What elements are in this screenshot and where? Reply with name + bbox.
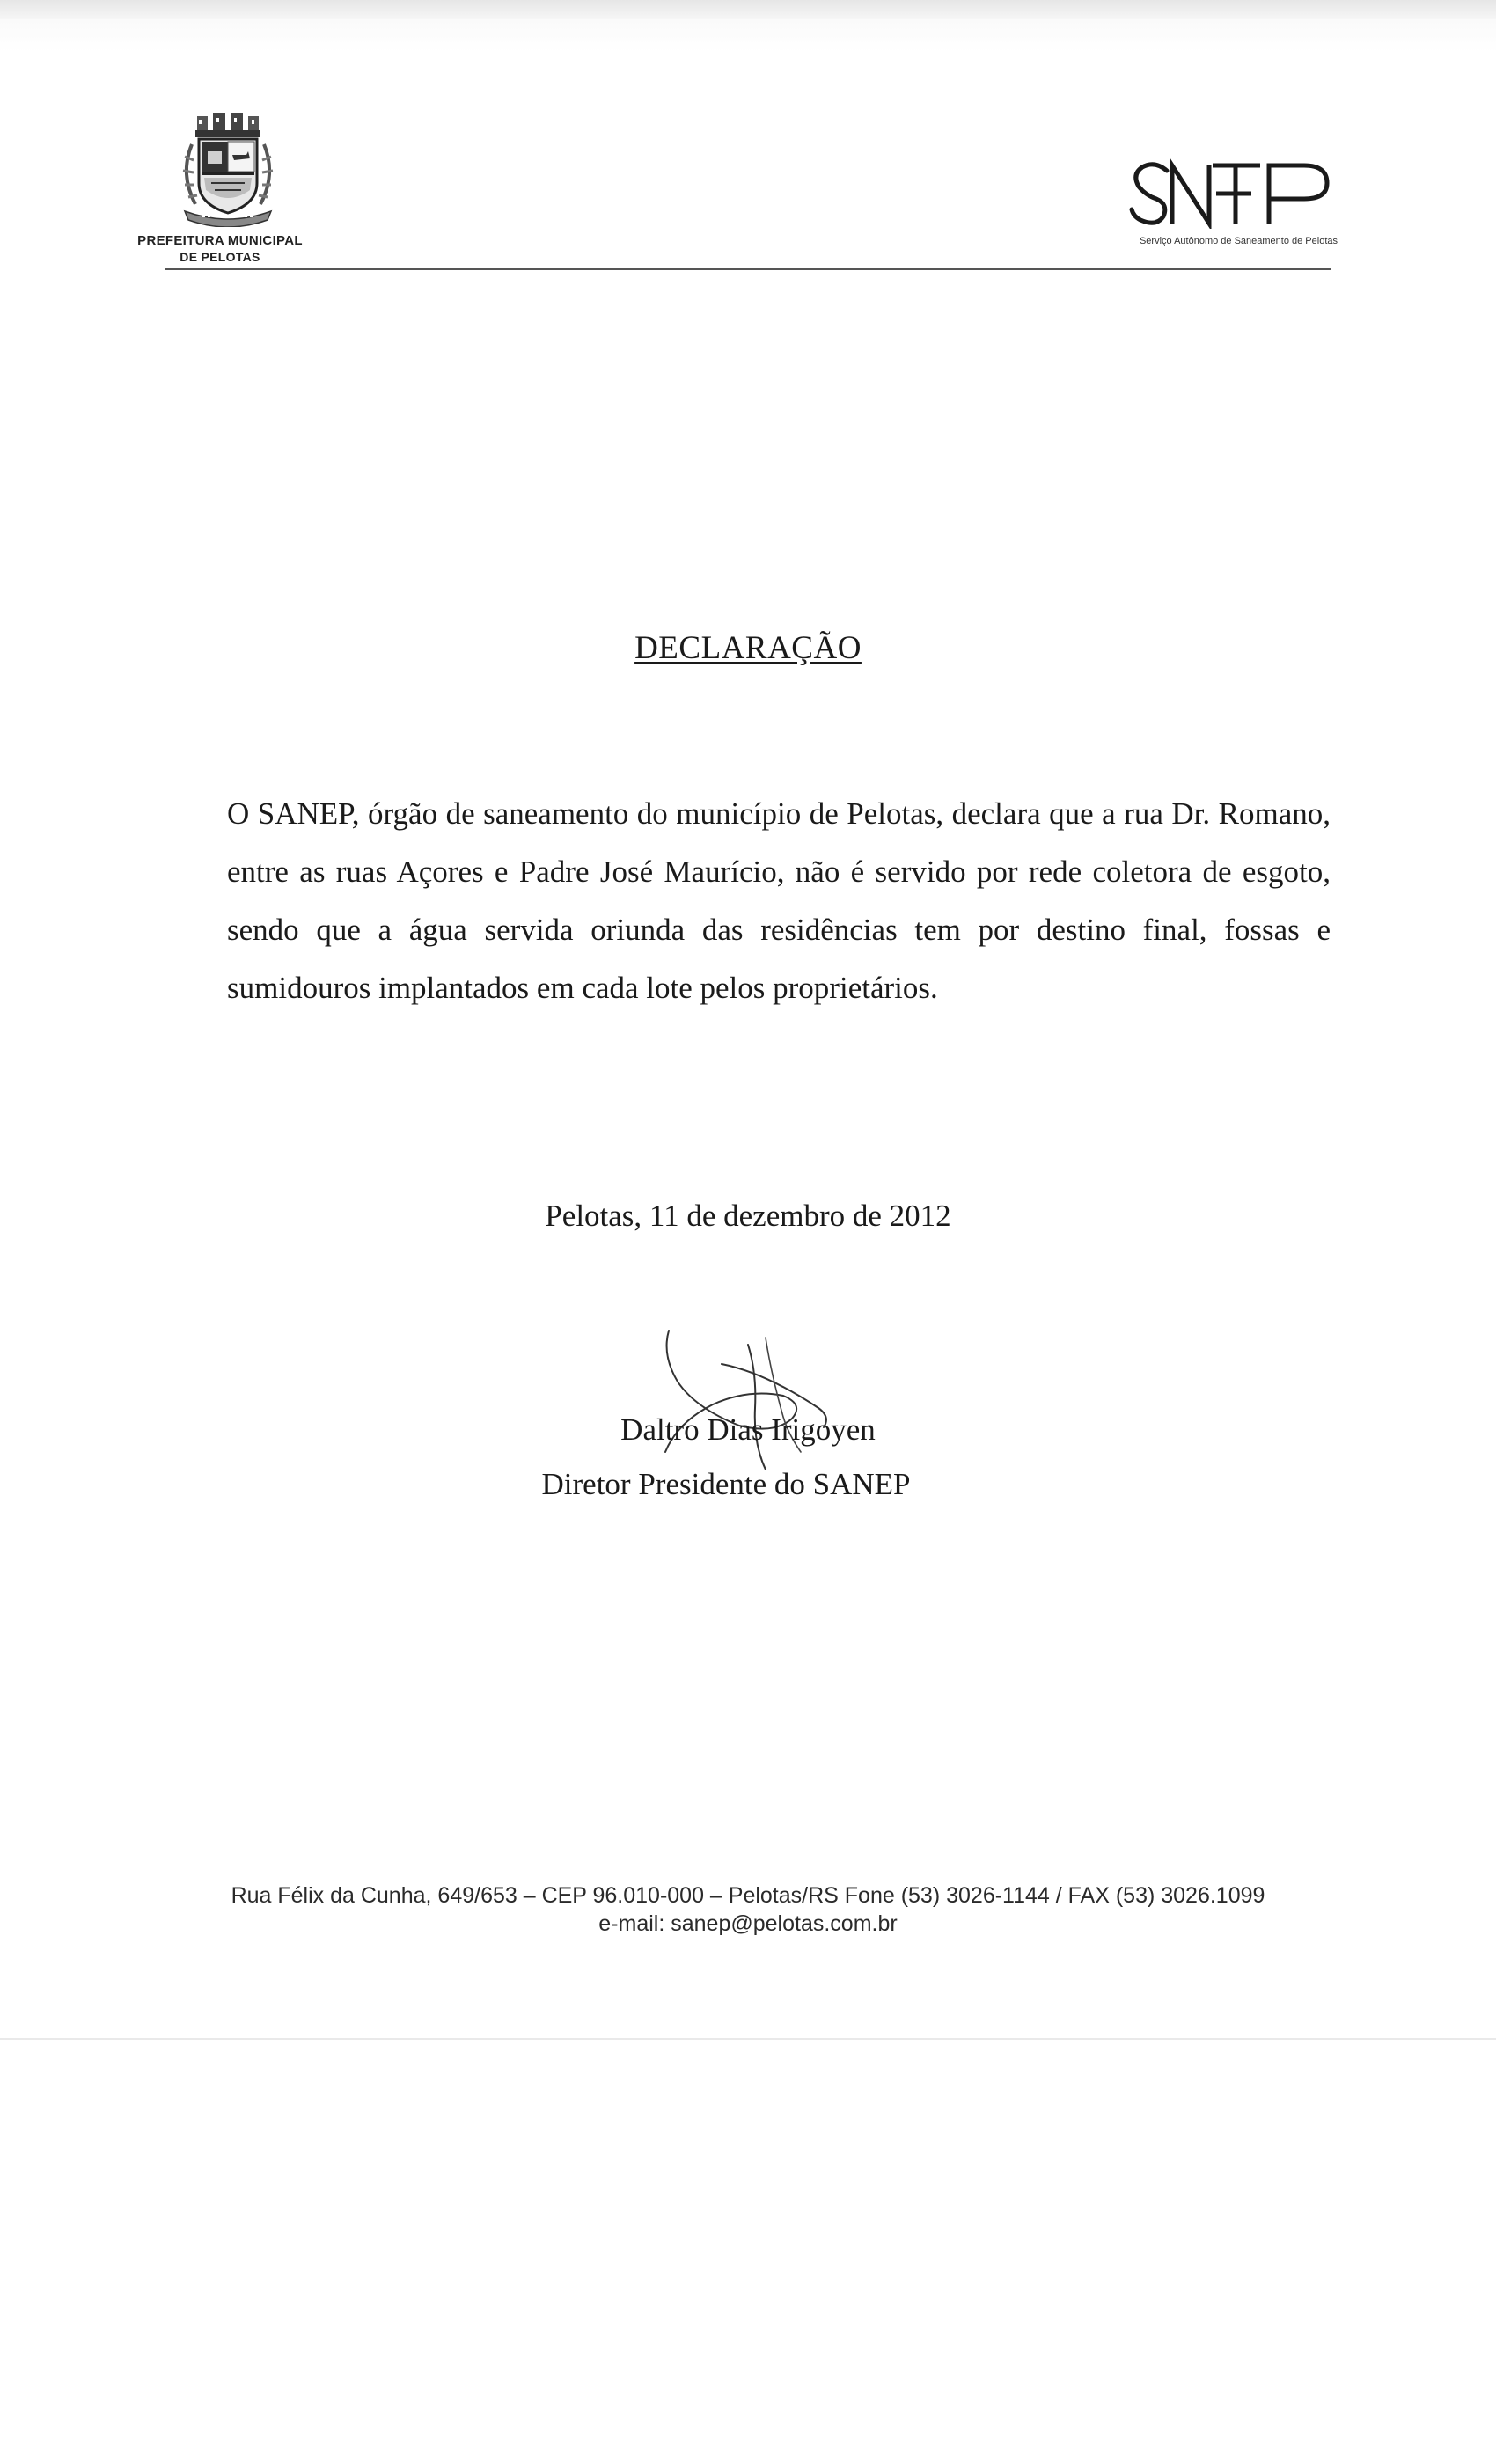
scan-top-shadow <box>0 0 1496 19</box>
declaration-body <box>227 785 1331 1017</box>
declaration-paragraph: O SANEP, órgão de saneamento do município de Pelotas, declara que a rua Dr. Romano, entre as ruas Açores e Padre José Maurício, não é servido por rede coletora de esgoto, sendo que a água servida oriunda das residências tem por destino final, fossas e sumidouros implantados em cada lote pelos proprietários. <box>227 796 1331 1005</box>
handwritten-signature-icon <box>616 1320 845 1478</box>
footer-address: Rua Félix da Cunha, 649/653 – CEP 96.010-000 – Pelotas/RS Fone (53) 3026-1144 / FAX (53) 3026.1099 <box>231 1883 1265 1908</box>
place-date: Pelotas, 11 de dezembro de 2012 <box>545 1199 951 1233</box>
prefeitura-name-line2: DE PELOTAS <box>180 250 260 264</box>
prefeitura-name-line1: PREFEITURA MUNICIPAL <box>137 233 303 248</box>
sanep-logo-icon <box>1128 158 1339 229</box>
signer-role: Diretor Presidente do SANEP <box>541 1467 911 1501</box>
municipal-crest-icon <box>172 113 278 227</box>
scan-bottom-edge <box>0 2038 1496 2040</box>
sanep-subtitle: Serviço Autônomo de Saneamento de Pelotas <box>1139 236 1338 246</box>
signer-name: Daltro Dias Irigoyen <box>620 1412 876 1447</box>
document-title: DECLARAÇÃO <box>634 630 862 666</box>
header-divider <box>165 268 1331 270</box>
footer-email: e-mail: sanep@pelotas.com.br <box>598 1911 898 1936</box>
